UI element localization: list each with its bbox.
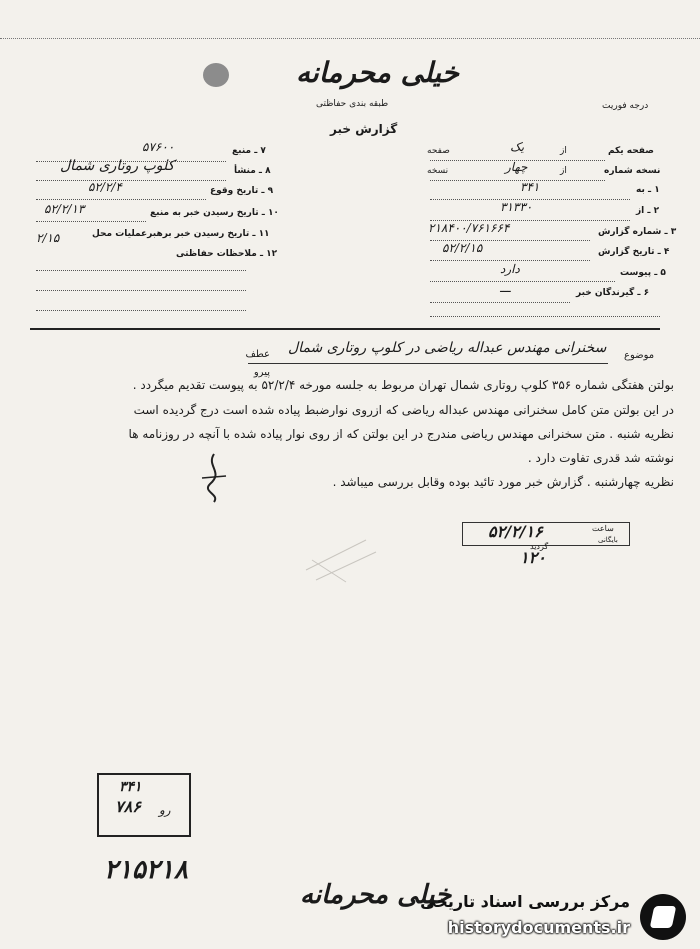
- left-dotline-4: [36, 221, 146, 222]
- field-to-value: ۳۴۱: [520, 180, 540, 194]
- field-copy-mid: از: [560, 166, 567, 176]
- header-separator: [30, 328, 660, 330]
- left-dotline-7: [36, 310, 246, 311]
- right-dotline-5: [430, 240, 590, 241]
- box-line-1: ۳۴۱: [119, 779, 142, 795]
- watermark-url: historydocuments.ir: [447, 918, 630, 937]
- field-local-receipt-value: ۲/۱۵: [36, 231, 60, 245]
- right-dotline-7: [430, 281, 615, 282]
- left-dotline-5: [36, 270, 246, 271]
- left-dotline-1: [36, 161, 226, 162]
- left-dotline-3: [36, 199, 206, 200]
- archive-stamp: [462, 518, 630, 570]
- field-attachment-value: دارد: [500, 262, 520, 276]
- field-report-date-label: ۴ ـ تاریخ گزارش: [598, 247, 670, 257]
- field-from-value: ۳۱۳۳۰: [500, 200, 533, 214]
- right-dotline-2: [430, 180, 605, 181]
- right-dotline-8: [430, 302, 570, 303]
- field-copy-value: چهار: [505, 160, 528, 174]
- field-report-no-value: ۲۱۸۴۰۰/۷۶۱۶۶۴: [428, 221, 510, 235]
- field-source-label: ۷ ـ منبع: [232, 146, 266, 156]
- priority-label: درجه فوریت: [602, 101, 649, 111]
- right-dotline-9: [430, 316, 660, 317]
- classification-stamp-top: خیلی محرمانه: [296, 56, 459, 89]
- field-from-label: ۲ ـ از: [636, 206, 660, 216]
- stamp-label-hour: ساعت: [592, 524, 614, 533]
- field-origin-value: کلوپ روتاری شمال: [60, 158, 175, 174]
- report-title: گزارش خبر: [330, 122, 398, 136]
- left-dotline-2: [36, 180, 226, 181]
- right-dotline-6: [430, 260, 590, 261]
- field-attachment-label: ۵ ـ پیوست: [620, 268, 666, 278]
- body-line-3: نظریه شنبه . متن سخنرانی مهندس ریاضی مندرج در این بولتن که از روی نوار پیاده شده با آنچه در روزنامه ها: [128, 427, 674, 441]
- subject-underline: [248, 363, 608, 364]
- classification-label: طبقه بندی حفاظتی: [316, 99, 389, 109]
- field-page-tail: صفحه: [427, 146, 450, 156]
- body-line-1: بولتن هفتگی شماره ۳۵۶ کلوپ روتاری شمال تهران مربوط به جلسه مورخه ۵۲/۲/۴ به پیوست تقدیم میگردد .: [132, 378, 674, 392]
- field-page-mid: از: [560, 146, 567, 156]
- stamp-label-archive: بایگانی: [598, 536, 618, 544]
- field-report-no-label: ۳ ـ شماره گزارش: [598, 227, 677, 237]
- box-line-3: رو: [159, 803, 171, 817]
- field-source-receipt-value: ۵۲/۲/۱۳: [44, 202, 85, 216]
- field-page-value: یک: [510, 140, 525, 154]
- stamp-label-done: گردید: [530, 542, 549, 551]
- right-dotline-1: [430, 160, 605, 161]
- left-dotline-6: [36, 290, 246, 291]
- field-recipients-label: ۶ ـ گیرندگان خبر: [576, 288, 650, 298]
- watermark-title: مرکز بررسی اسناد تاریخی: [420, 892, 630, 911]
- watermark: [420, 884, 700, 949]
- field-local-receipt-label: ۱۱ ـ تاریخ رسیدن خبر برهبرعملیات محل: [92, 229, 270, 239]
- body-line-2: در این بولتن متن کامل سخنرانی مهندس عبداله ریاضی که ازروی نوارضبط پیاده شده است درج گردیده است: [133, 403, 674, 417]
- grey-dot-mark: [203, 63, 229, 87]
- stamp-date: ۵۲/۲/۱۶: [488, 522, 543, 541]
- top-border-dots: [0, 38, 700, 39]
- field-event-date-label: ۹ ـ تاریخ وقوع: [210, 186, 274, 196]
- box-line-2: ۷۸۶: [115, 797, 141, 816]
- field-security-notes-label: ۱۲ ـ ملاحظات حفاظتی: [176, 249, 278, 259]
- subject-label: موضوع: [624, 350, 655, 361]
- field-recipients-value: ـــ: [500, 281, 511, 295]
- field-origin-label: ۸ ـ منشأ: [234, 166, 271, 176]
- subject-margin-note: عطف پیرو: [245, 349, 270, 378]
- right-dotline-3: [430, 199, 630, 200]
- field-copy-tail: نسخه: [427, 166, 449, 176]
- classification-stamp-bottom: خیلی محرمانه: [300, 880, 452, 910]
- field-to-label: ۱ ـ به: [636, 185, 660, 195]
- signature-mark: [196, 450, 232, 506]
- subject-text: سخنرانی مهندس عبداله ریاضی در کلوپ روتاری شمال: [288, 340, 607, 356]
- field-event-date-value: ۵۲/۲/۴: [88, 180, 122, 194]
- body-line-4: نوشته شد قدری تفاوت دارد .: [527, 451, 674, 465]
- handwritten-number: ۲۱۵۲۱۸: [104, 855, 188, 885]
- field-source-receipt-label: ۱۰ ـ تاریخ رسیدن خبر به منبع: [150, 208, 279, 218]
- field-page-label: صفحه یکم: [608, 146, 654, 156]
- field-report-date-value: ۵۲/۲/۱۵: [442, 241, 483, 255]
- body-line-5: نظریه چهارشنبه . گزارش خبر مورد تائید بوده وقابل بررسی میباشد .: [332, 475, 674, 489]
- stamp-number: ۱۲۰: [520, 548, 546, 567]
- faint-pencil-marks: [296, 530, 386, 590]
- right-dotline-4: [430, 220, 630, 221]
- field-copy-label: نسخه شماره: [604, 166, 661, 176]
- field-source-value: ۵۷۶۰۰: [142, 140, 175, 154]
- bottom-box-stamp: [97, 773, 191, 837]
